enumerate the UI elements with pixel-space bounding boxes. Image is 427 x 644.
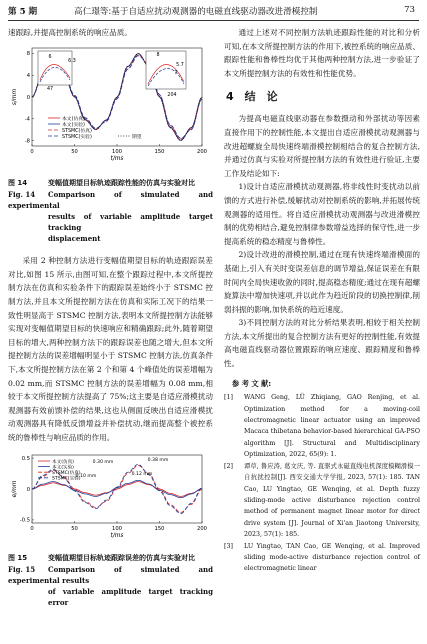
y-tick-label: 0.5	[21, 455, 30, 462]
legend-label: STSMC(实验)	[52, 476, 81, 482]
y-tick-label: -8	[24, 137, 30, 144]
figure-14-title-en-1: Comparison of simulated and experimental	[8, 190, 213, 211]
legend-label: 期望	[132, 134, 142, 140]
legend-label: STSMC(仿真)	[52, 470, 81, 476]
x-tick-label: 200	[197, 525, 207, 532]
legend-label: 本文(仿真)	[62, 116, 85, 122]
figure-15-caption-en	[8, 564, 213, 608]
header-rule	[8, 20, 419, 21]
y-tick-label: -4	[24, 116, 30, 123]
left-paragraph-1: 速跟踪,并提高控制系统的响应品质。	[8, 28, 132, 37]
section-heading: 4 结 论	[226, 90, 278, 104]
x-tick-label: 200	[197, 148, 207, 155]
figure-14-title-en-3: displacement	[48, 234, 101, 244]
reference-text: LU Yingtao, TAN Cao, GE Wenqing, et al. Improved sliding mode-active disturbance rejection control of electromagnetic linear	[244, 542, 420, 573]
figure-15-title-en-1: Comparison of simulated and experimental results	[8, 565, 213, 586]
right-paragraph-3: 1)设计自适应滑模扰动观测器,将非线性时变扰动以前馈的方式进行补偿,缓解扰动对控制系统的影响,并拓展传统观测器的适用性。将自适应滑模扰动观测器与改进滑模控制的优势相结合,避免控制律参数增益选择的保守性,进一步提高系统的稳态精度与鲁棒性。	[224, 182, 420, 246]
figure-15-title-en-2: of variable amplitude target tracking error	[48, 587, 213, 608]
x-tick-label: 100	[112, 148, 122, 155]
error-annotation: 0.10 mm	[75, 473, 97, 479]
x-tick-label: 100	[112, 525, 122, 532]
reference-item	[224, 461, 420, 541]
figure-14-label-cn: 图 14	[8, 179, 28, 188]
inset-label: 5.7	[176, 62, 184, 68]
figure-15-chart	[8, 451, 213, 547]
right-column	[224, 26, 420, 575]
figure-14-label-en: Fig. 14	[8, 190, 36, 200]
y-tick-label: 8	[26, 50, 30, 57]
inset-label: 7	[174, 70, 178, 76]
y-axis-label: e/mm	[12, 480, 18, 497]
reference-item	[224, 392, 420, 460]
inset-label: 6	[48, 54, 52, 60]
figure-14-title-en-2: results of variable amplitude target tracking	[48, 212, 213, 233]
figure-15-caption-cn	[8, 553, 213, 564]
legend-label: STSMC(仿真)	[62, 128, 92, 134]
error-annotation: 0.38 mm	[147, 457, 169, 463]
error-annotation: 0.30 mm	[92, 459, 114, 465]
right-paragraph-4: 2)设计改进的滑模控制,通过在现有快速终端滑模面的基础上,引入有关时变误差信息的调节增益,保证误差在有限时间内全局快速收敛的同时,提高稳态精度;通过在现有超螺旋算法中增加快速项,并以此作为趋近阶段的切换控制律,削弱抖振的影响,加快系统的趋近速度。	[224, 250, 420, 314]
figure-14-title-cn: 变幅值期望目标轨迹跟踪性能的仿真与实验对比	[48, 179, 195, 188]
left-paragraph-2: 采用 2 种控制方法进行变幅值期望目标的轨迹跟踪误差对比,如图 15 所示,由图可知,在整个跟踪过程中,本文所提控制方法在仿真和实验条件下的跟踪误差始终小于 STSMC 控制方法,并且本文所提控制方法在仿真和实际工况下的结果一致性明显高于 STSMC 控制方法,表明本文所提控制方法能够实现对变幅值期望目标的快速响应和精确跟踪;此外,随着期望目标的增大,两种控制方法下的跟踪误差也随之增大,但本文所提控制方法的误差增幅明显小于 STSMC 控制方法,仿真条件下,本文所提控制方法在第 2 个和第 4 个峰值处的误差增幅为 0.02 mm,而 STSMC 控制方法的误差增幅为 0.08 mm,相较于本文所提控制方法提高了 75%;这主要是自适应滑模扰动观测器有效前馈补偿的结果,这也从侧面反映出自适应滑模扰动观测器具有降低反馈增益并补偿扰动,继而提高整个被控系统的鲁棒性与响应品质的作用。	[8, 256, 213, 442]
reference-number: [2]	[224, 462, 233, 470]
figure-14	[8, 44, 213, 177]
reference-number: [3]	[224, 542, 233, 550]
references-heading: 参 考 文 献:	[232, 378, 272, 388]
legend-label: 本文(实验)	[62, 122, 85, 128]
right-paragraph-2: 为提高电磁直线驱动器在参数摄动和外部扰动等因素直接作用下的控制性能,本文提出自适应滑模扰动观测器与改进超螺旋全局快速终端滑模控制相结合的复合控制方法,并通过仿真与实验对所提控制方法的有效性进行验证,主要工作及结论如下:	[224, 114, 420, 178]
inset-label: 6.3	[68, 58, 76, 64]
left-column	[8, 26, 213, 608]
y-axis-label: s/mm	[12, 88, 18, 105]
figure-15-label-cn: 图 15	[8, 554, 28, 563]
figure-14-chart	[8, 44, 213, 172]
y-tick-label: 4	[26, 72, 30, 79]
right-paragraph-1: 通过上述对不同控制方法轨迹跟踪性能的对比和分析可知,在本文所提控制方法的作用下,被控系统的响应品质、跟踪性能和鲁棒性均优于其他两种控制方法,进一步验证了本文所提控制方法的有效性和性能优势。	[224, 28, 420, 78]
x-tick-label: 0	[30, 148, 34, 155]
figure-15	[8, 451, 213, 552]
figure-15-title-cn: 变幅值期望目标轨迹跟踪误差的仿真与实验对比	[48, 554, 195, 563]
x-tick-label: 150	[154, 525, 165, 532]
reference-text: WANG Geng, LÜ Zhiqiang, GAO Renjing, et al. Optimization method for a moving-coil electromagnetic linear actuator using an improved Macaca thibetana behavior-based hierarchical GA-PSO algorithm [J]. Structural and Multidisciplinary Optimization, 2022, 65(9): 1.	[244, 394, 420, 459]
x-tick-label: 50	[71, 148, 78, 155]
inset-label: 47	[46, 86, 54, 92]
y-tick-label: -0.5	[19, 517, 30, 524]
x-tick-label: 50	[71, 525, 78, 532]
right-paragraph-5: 3)不同控制方法的对比分析结果表明,相较于相关控制方法,本文所提出的复合控制方法有更好的控制性能,有效提高电磁直线驱动器位置跟踪的响应速度、跟踪精度和鲁棒性。	[224, 318, 420, 369]
figure-14-caption-en	[8, 189, 213, 244]
reference-number: [1]	[224, 394, 233, 402]
y-tick-label: 0	[26, 486, 30, 493]
inset-label: 204	[167, 92, 177, 98]
x-tick-label: 150	[154, 148, 165, 155]
figure-14-caption-cn	[8, 178, 213, 189]
x-axis-label: t/ms	[110, 155, 124, 162]
zoom-inset-left	[38, 51, 72, 85]
figure-15-label-en: Fig. 15	[8, 565, 36, 575]
running-header	[0, 0, 427, 22]
legend-label: STSMC(实验)	[62, 134, 92, 140]
x-tick-label: 0	[30, 525, 34, 532]
reference-text: 谭草, 鲁应涛, 葛文庆, 等. 直驱式永磁直线电机深度模糊滑模一自抗扰控制[J]. 西安交通大学学报, 2023, 57(1): 185. TAN Cao, LU Yingtao, GE Wenqing, et al. Depth fuzzy sliding-mode active disturbance rejection control method of permanent magnet linear motor for direct drive system [J]. Journal of Xi'an Jiaotong University, 2023, 57(1): 185.	[244, 462, 420, 539]
legend-label: 本文(实验)	[52, 464, 74, 470]
reference-item	[224, 541, 420, 575]
zoom-inset-right	[146, 51, 186, 89]
x-axis-label: t/ms	[110, 532, 124, 539]
legend-label: 本文(仿真)	[52, 459, 74, 465]
inset-label: 8	[156, 52, 160, 58]
y-tick-label: 0	[26, 94, 30, 101]
running-title: 高仁璟等:基于自适应扰动观测器的电磁直线驱动器改进滑模控制	[74, 7, 318, 17]
page-number: 73	[404, 5, 415, 15]
issue-number: 第 5 期	[8, 7, 38, 17]
error-annotation: 0.12 mm	[131, 471, 153, 477]
